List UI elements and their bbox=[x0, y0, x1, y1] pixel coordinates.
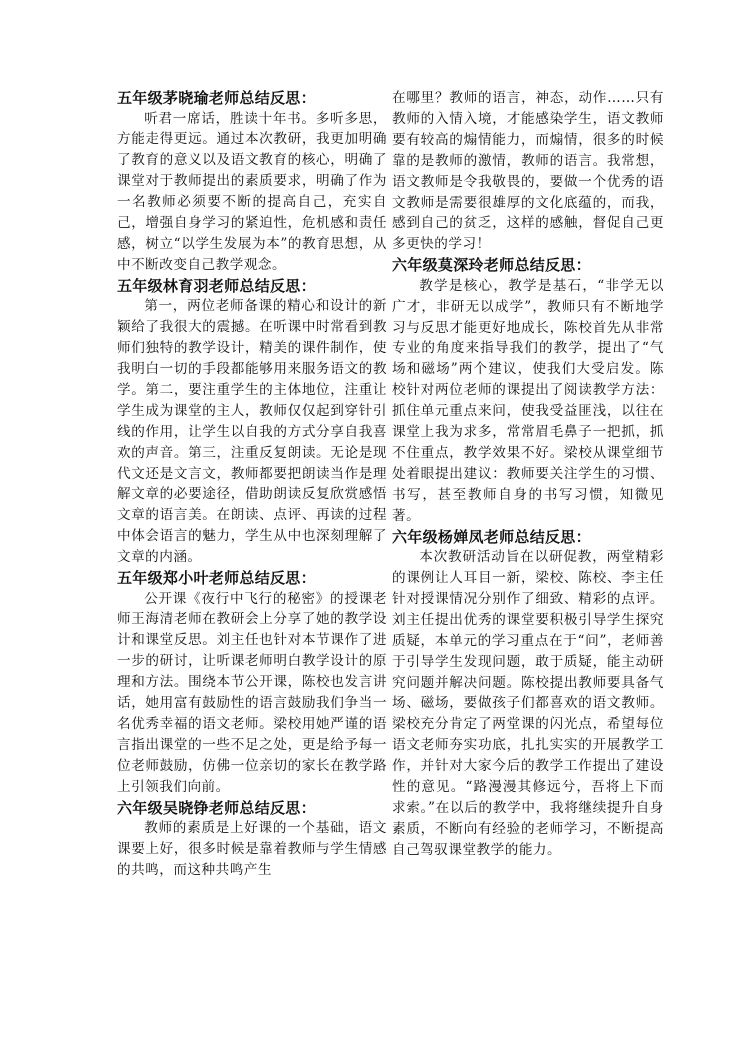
right-column bbox=[392, 88, 664, 861]
reflection-section bbox=[392, 255, 664, 526]
body-paragraph: 本次教研活动旨在以研促教，两堂精彩的课例让人耳目一新，梁校、陈校、李主任针对授课情况分别作了细致、精彩的点评。刘主任提出优秀的课堂要积极引导学生探究质疑，本单元的学习重点在于“问”，老师善于引导学生发现问题，敢于质疑，能主动研究问题并解决问题。陈校提出教师要具备气场、磁场，要做孩子们都喜欢的语文教师。梁校充分肯定了两堂课的闪光点，希望每位语文老师夯实功底，扎扎实实的开展教学工作，并针对大家今后的教学工作提出了建设性的意见。“路漫漫其修远兮，吾将上下而求索。”在以后的教学中，我将继续提升自身素质，不断向有经验的老师学习，不断提高自己驾驭课堂教学的能力。 bbox=[392, 549, 664, 858]
section-heading: 六年级杨婵凤老师总结反思： bbox=[392, 527, 591, 546]
body-paragraph: 第一，两位老师备课的精心和设计的新颖给了我很大的震撼。在听课中时常看到教师们独特的教学设计，精美的课件制作，使我明白一切的手段都能够用来服务语文的教学。第二，要注重学生的主体地位，注重让学生成为课堂的主人，教师仅仅起到穿针引线的作用，让学生以自我的方式分享自我喜欢的声音。第三，注重反复朗读。无论是现代文还是文言文，教师都要把朗读当作是理解文章的必要途径，借助朗读反复欣赏感悟文章的语言美。在朗读、点评、再读的过程中体会语言的魅力，学生从中也深刻理解了文章的内涵。 bbox=[117, 298, 387, 566]
section-heading: 六年级吴晓铮老师总结反思： bbox=[117, 798, 316, 817]
section-heading: 五年级林育羽老师总结反思： bbox=[117, 276, 316, 295]
reflection-section bbox=[117, 88, 387, 276]
section-heading: 五年级郑小叶老师总结反思： bbox=[117, 569, 316, 588]
reflection-section bbox=[392, 527, 664, 861]
reflection-section bbox=[117, 798, 387, 881]
reflection-section bbox=[117, 276, 387, 568]
section-heading: 六年级莫深玲老师总结反思： bbox=[392, 256, 591, 275]
body-paragraph: 教学是核心，教学是基石，“非学无以广才，非研无以成学”，教师只有不断地学习与反思才能更好地成长，陈校首先从非常专业的角度来指导我们的教学，提出了“气场和磁场”两个建议，使我们大受启发。陈校针对两位老师的课提出了阅读教学方法：抓住单元重点来问，使我受益匪浅，以往在课堂上我为求多，常常眉毛鼻子一把抓，抓不住重点，教学效果不好。梁校从课堂细节处着眼提出建议：教师要关注学生的习惯、书写，甚至教师自身的书写习惯，知微见著。 bbox=[392, 277, 664, 524]
body-paragraph: 在哪里？教师的语言，神态，动作……只有教师的入情入境，才能感染学生，语文教师要有较高的煽情能力，而煽情，很多的时候靠的是教师的激情，教师的语言。我常想，语文教师是令我敬畏的，要做一个优秀的语文教师是需要很雄厚的文化底蕴的，而我，感到自己的贫乏，这样的感触，督促自己更多更快的学习！ bbox=[392, 90, 664, 253]
body-paragraph: 公开课《夜行中飞行的秘密》的授课老师王海清老师在教研会上分享了她的教学设计和课堂反思。刘主任也针对本节课作了进一步的研讨，让听课老师明白教学设计的原理和方法。围绕本节公开课，陈校也发言讲话，她用富有鼓励性的语言鼓励我们争当一名优秀幸福的语文老师。梁校用她严谨的语言指出课堂的一些不足之处，更是给予每一位老师鼓励，仿佛一位亲切的家长在教学路上引领我们向前。 bbox=[117, 590, 387, 795]
body-paragraph: 听君一席话，胜读十年书。多听多思，方能走得更远。通过本次教研，我更加明确了教育的意义以及语文教育的核心，明确了课堂对于教师提出的素质要求，明确了作为一名教师必须要不断的提高自己，充实自己，增强自身学习的紧迫性，危机感和责任感，树立“以学生发展为本”的教育思想，从中不断改变自己教学观念。 bbox=[117, 110, 387, 273]
reflection-section bbox=[392, 88, 664, 255]
body-paragraph: 教师的素质是上好课的一个基础，语文课要上好，很多时候是靠着教师与学生情感的共鸣，而这种共鸣产生 bbox=[117, 820, 387, 878]
reflection-section bbox=[117, 568, 387, 798]
left-column bbox=[117, 88, 387, 881]
section-heading: 五年级茅晓瑜老师总结反思： bbox=[117, 89, 316, 107]
